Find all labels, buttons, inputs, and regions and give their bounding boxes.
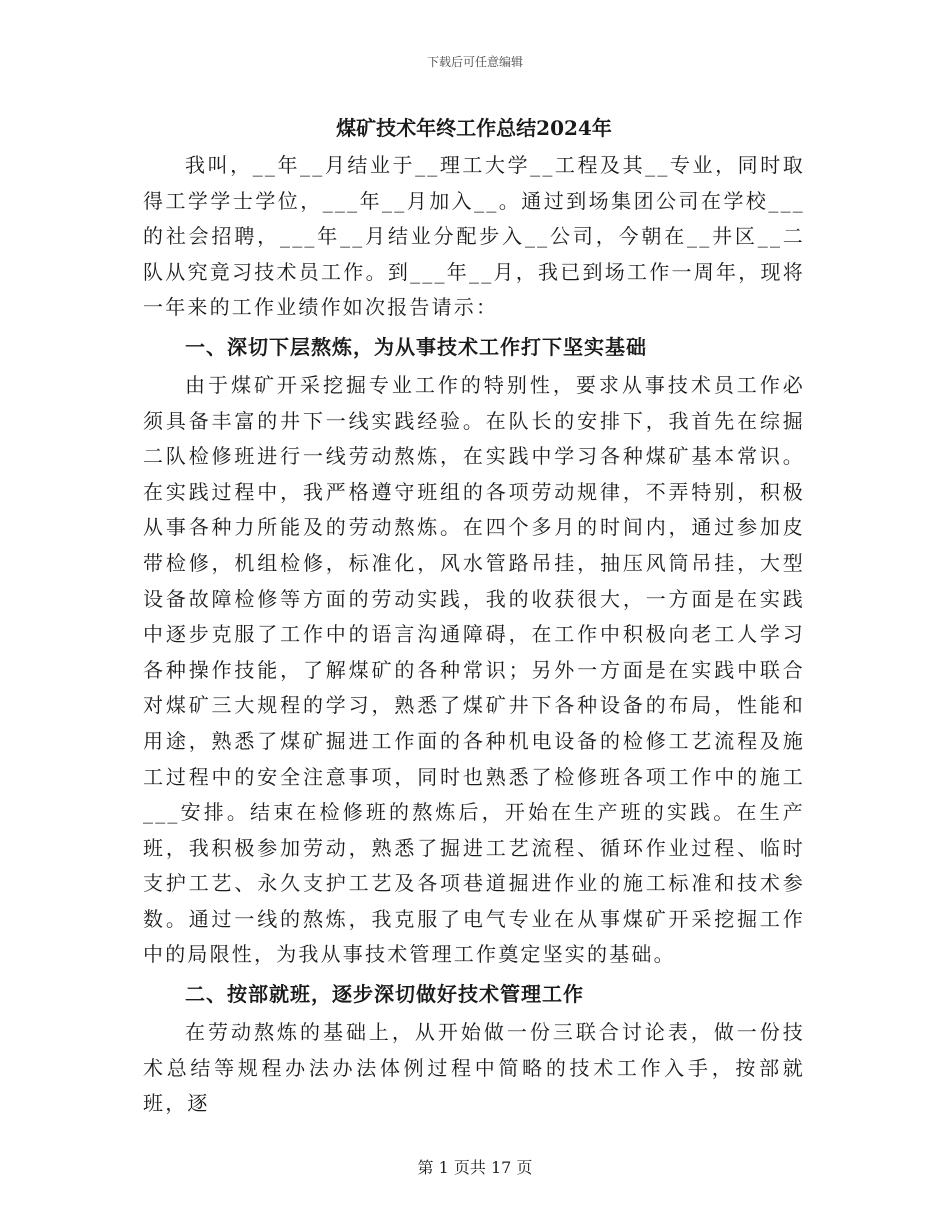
section-1-heading: 一、深切下层熬炼，为从事技术工作打下坚实基础 xyxy=(185,334,647,359)
header-note: 下载后可任意编辑 xyxy=(426,55,523,69)
page-footer: 第 1 页共 17 页 xyxy=(417,1158,533,1177)
section-1-paragraph: 由于煤矿开采挖掘专业工作的特别性，要求从事技术员工作必须具备丰富的井下一线实践经验。在队长的安排下，我首先在综掘二队检修班进行一线劳动熬炼，在实践中学习各种煤矿基本常识。在实践过程中，我严格遵守班组的各项劳动规律，不弄特别，积极从事各种力所能及的劳动熬炼。在四个多月的时间内，通过参加皮带检修，机组检修，标准化，风水管路吊挂，抽压风筒吊挂，大型设备故障检修等方面的劳动实践，我的收获很大，一方面是在实践中逐步克服了工作中的语言沟通障碍，在工作中积极向老工人学习各种操作技能，了解煤矿的各种常识；另外一方面是在实践中联合对煤矿三大规程的学习，熟悉了煤矿井下各种设备的布局，性能和用途，熟悉了煤矿掘进工作面的各种机电设备的检修工艺流程及施工过程中的安全注意事项，同时也熟悉了检修班各项工作中的施工___安排。结束在检修班的熬炼后，开始在生产班的实践。在生产班，我积极参加劳动，熟悉了掘进工艺流程、循环作业过程、临时支护工艺、永久支护工艺及各项巷道掘进作业的施工标准和技术参数。通过一线的熬炼，我克服了电气专业在从事煤矿开采挖掘工作中的局限性，为我从事技术管理工作奠定坚实的基础。 xyxy=(143,372,805,967)
document-body xyxy=(143,110,805,1122)
intro-paragraph: 我叫，__年__月结业于__理工大学__工程及其__专业，同时取得工学学士学位，___年__月加入__。通过到场集团公司在学校___的社会招聘，___年__月结业分配步入__公司，今朝在__井区__二队从究竟习技术员工作。到___年__月，我已到场工作一周年，现将一年来的工作业绩作如次报告请示： xyxy=(143,153,805,320)
section-2-paragraph: 在劳动熬炼的基础上，从开始做一份三联合讨论表，做一份技术总结等规程办法办法体例过程中简略的技术工作入手，按部就班，逐 xyxy=(143,1020,805,1116)
section-2-heading: 二、按部就班，逐步深切做好技术管理工作 xyxy=(185,982,584,1007)
document-title: 煤矿技术年终工作总结2024年 xyxy=(336,116,612,140)
